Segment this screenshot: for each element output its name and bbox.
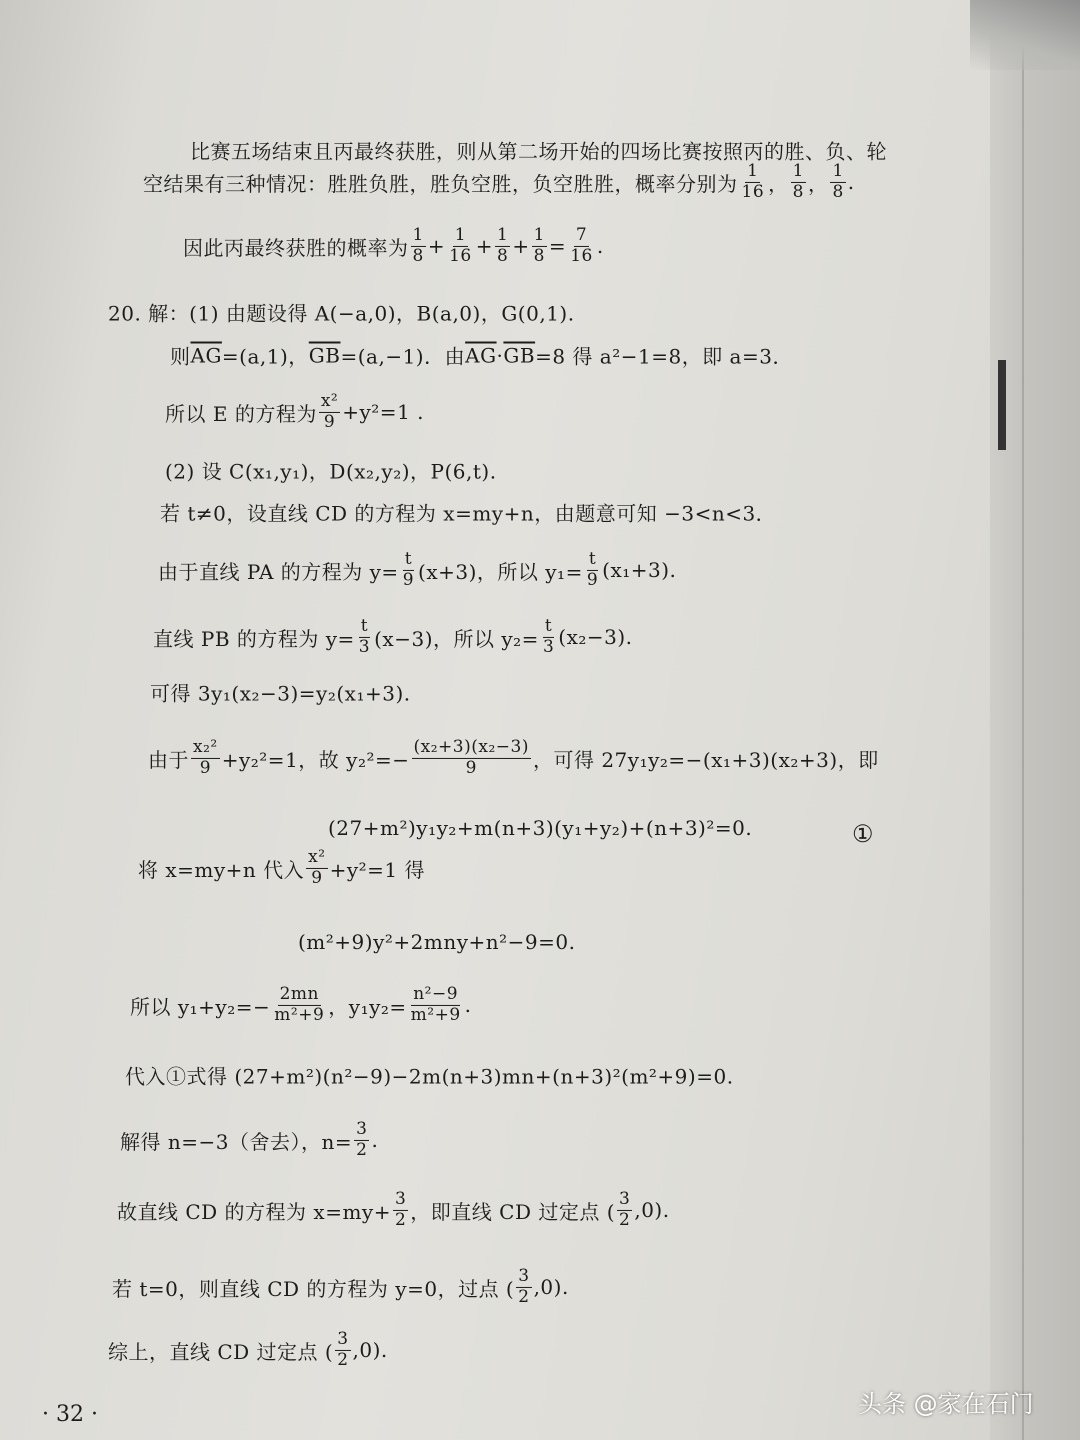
text-segment: 综上，直线 CD 过定点 ( [108,1339,334,1364]
text-line [120,1120,378,1160]
fraction-denominator: 9 [199,757,212,778]
text-segment: ，可得 27y₁y₂=−(x₁+3)(x₂+3)，即 [532,747,879,772]
fraction-numerator: t [404,548,413,569]
background-corner [970,0,1080,70]
fraction-numerator: 1 [454,224,467,245]
fraction-numerator: t [544,615,553,636]
fraction-numerator: 1 [832,160,844,181]
text-segment: 可得 3y₁(x₂−3)=y₂(x₁+3). [150,681,411,706]
fraction-numerator: x₂² [193,736,218,757]
text-segment: (x−3)，所以 y₂= [374,626,539,651]
text-segment: ， [807,171,829,196]
watermark: 头条 @家在石门 [858,1390,1034,1418]
fraction-numerator: 1 [412,224,424,245]
text-segment: =(a,1)， [221,344,309,369]
text-segment: (27+m²)y₁y₂+m(n+3)(y₁+y₂)+(n+3)²=0. [328,816,753,840]
vector-label: $\overline{GB}$ [308,343,341,367]
fraction-denominator: 2 [394,1209,407,1230]
fraction [791,162,806,202]
equation-line [298,930,576,954]
text-line [153,617,633,657]
fraction-numerator: 1 [747,160,759,181]
fraction [585,550,600,590]
text-segment: . [464,993,472,1017]
fraction [412,738,531,778]
text-line [125,1061,734,1090]
fraction [393,1190,408,1230]
vector-label: $\overline{AG}$ [190,343,222,367]
fraction-numerator: 1 [533,224,545,245]
fraction-numerator: 3 [619,1188,631,1209]
fraction-numerator: x² [308,846,326,867]
text-line [130,985,472,1025]
text-segment: =(a,−1)．由 [340,344,466,369]
fraction [401,550,416,590]
fraction-denominator: 8 [412,245,424,266]
text-line [190,136,887,165]
text-segment: 解得 n=−3（舍去），n= [120,1129,353,1154]
page-number: · 32 · [42,1402,98,1427]
text-segment: 20. 解：(1) 由题设得 A(−a,0)，B(a,0)，G(0,1). [108,301,575,326]
text-segment: +y₂²=1，故 y₂²=− [221,747,410,772]
fraction-numerator: 1 [497,224,509,245]
text-line [165,392,424,432]
text-segment: +y²=1 . [342,400,425,424]
text-segment: . [847,170,855,194]
fraction-numerator: 3 [518,1265,530,1286]
text-line [165,456,497,485]
vector-label: $\overline{GB}$ [503,343,536,367]
text-segment: + [475,234,493,258]
text-line [183,226,604,266]
fraction [191,738,220,778]
text-segment: 比赛五场结束且丙最终获胜，则从第二场开始的四场比赛按照丙的胜、负、轮 [190,139,887,164]
text-segment: (m²+9)y²+2mny+n²−9=0. [298,930,576,954]
text-segment: ，即直线 CD 过定点 ( [410,1199,616,1224]
fraction-denominator: 8 [792,181,804,202]
fraction-denominator: 2 [619,1209,631,1230]
fraction-numerator: 7 [575,224,588,245]
fraction-denominator: 9 [311,867,323,888]
text-segment: + [512,234,530,258]
fraction-denominator: m²+9 [274,1004,325,1025]
fraction-denominator: 8 [533,245,545,266]
text-segment: ,0). [533,1275,569,1299]
fraction-numerator: t [588,548,597,569]
text-segment: (2) 设 C(x₁,y₁)，D(x₂,y₂)，P(6,t). [165,459,497,484]
fraction-denominator: 8 [832,181,844,202]
text-segment: · [496,343,504,367]
text-line [108,1330,388,1370]
text-segment: = [548,234,567,258]
fraction-numerator: 1 [792,160,804,181]
text-segment: ，y₁y₂= [328,994,407,1019]
fraction [617,1190,632,1230]
equation-line [328,816,752,840]
text-segment: (x₂−3). [558,625,633,649]
fraction [306,848,327,888]
fraction-numerator: t [360,615,369,636]
fraction [272,985,326,1025]
fraction [740,162,767,202]
text-line [112,1267,569,1307]
text-segment: 则 [170,344,191,369]
text-line [158,550,676,590]
text-segment: ,0). [634,1198,670,1222]
text-segment: . [596,234,604,258]
solution-heading [108,298,575,327]
fraction-denominator: 9 [586,569,599,590]
fraction [532,226,547,266]
fraction-numerator: 3 [356,1118,368,1139]
fraction-denominator: 9 [465,757,477,778]
equation-label: ① [852,820,874,848]
fraction [319,392,340,432]
fraction [516,1267,531,1307]
text-segment: 由于 [148,747,189,772]
fraction-denominator: 16 [449,245,472,266]
text-segment: + [427,234,446,258]
fraction-numerator: n²−9 [413,983,459,1004]
fraction-denominator: 2 [356,1139,368,1160]
text-segment: 若 t≠0，设直线 CD 的方程为 x=my+n，由题意可知 −3<n<3． [160,501,777,526]
fraction-denominator: 16 [570,245,593,266]
vector-label: $\overline{AG}$ [465,343,497,367]
text-segment: . [371,1128,379,1152]
text-segment: (x₁+3). [602,558,677,582]
text-line [160,498,776,527]
page-tab-mark [998,360,1006,450]
text-segment: 因此丙最终获胜的概率为 [183,235,409,260]
fraction [541,617,556,657]
text-line [143,162,855,202]
fraction-numerator: 3 [337,1328,349,1349]
fraction [447,226,474,266]
fraction-numerator: (x₂+3)(x₂−3) [413,736,529,757]
fraction [411,226,426,266]
fraction [357,617,372,657]
text-segment: 将 x=my+n 代入 [138,857,305,882]
text-segment: 由于直线 PA 的方程为 y= [158,559,399,584]
fraction-denominator: 9 [323,411,336,432]
text-line [148,738,879,778]
fraction [568,226,595,266]
fraction [409,985,463,1025]
fraction-denominator: 2 [518,1286,530,1307]
fraction-denominator: 16 [741,181,765,202]
text-segment: 故直线 CD 的方程为 x=my+ [117,1199,391,1224]
fraction-denominator: 9 [402,569,415,590]
fraction-numerator: 2mn [279,983,319,1004]
text-segment: +y²=1 得 [329,857,425,882]
text-line [117,1190,670,1230]
text-segment: 空结果有三种情况：胜胜负胜，胜负空胜，负空胜胜，概率分别为 [143,171,738,196]
text-segment: 所以 y₁+y₂=− [130,994,271,1019]
fraction [354,1120,369,1160]
fraction-numerator: x² [320,390,339,411]
text-line [138,848,425,888]
text-segment: 直线 PB 的方程为 y= [153,626,355,651]
text-segment: (x+3)，所以 y₁= [418,559,583,584]
fraction-denominator: m²+9 [410,1004,461,1025]
page-fold-line [1022,0,1024,1440]
text-segment: ， [768,171,789,196]
fraction-numerator: 3 [394,1188,407,1209]
text-segment: 若 t=0，则直线 CD 的方程为 y=0，过点 ( [112,1276,515,1301]
fraction-denominator: 3 [358,636,371,657]
text-line [170,341,793,370]
text-line [150,678,411,707]
page-edge-shadow [990,0,1080,1440]
fraction-denominator: 8 [497,245,509,266]
fraction [495,226,510,266]
fraction [830,162,845,202]
fraction [335,1330,350,1370]
text-segment: 代入①式得 (27+m²)(n²−9)−2m(n+3)mn+(n+3)²(m²+9)=0. [125,1064,734,1089]
text-segment: 所以 E 的方程为 [165,401,317,426]
text-segment: =8 得 a²−1=8，即 a=3． [535,344,793,369]
fraction-denominator: 2 [337,1349,349,1370]
text-segment: ,0). [352,1338,388,1362]
fraction-denominator: 3 [542,636,555,657]
